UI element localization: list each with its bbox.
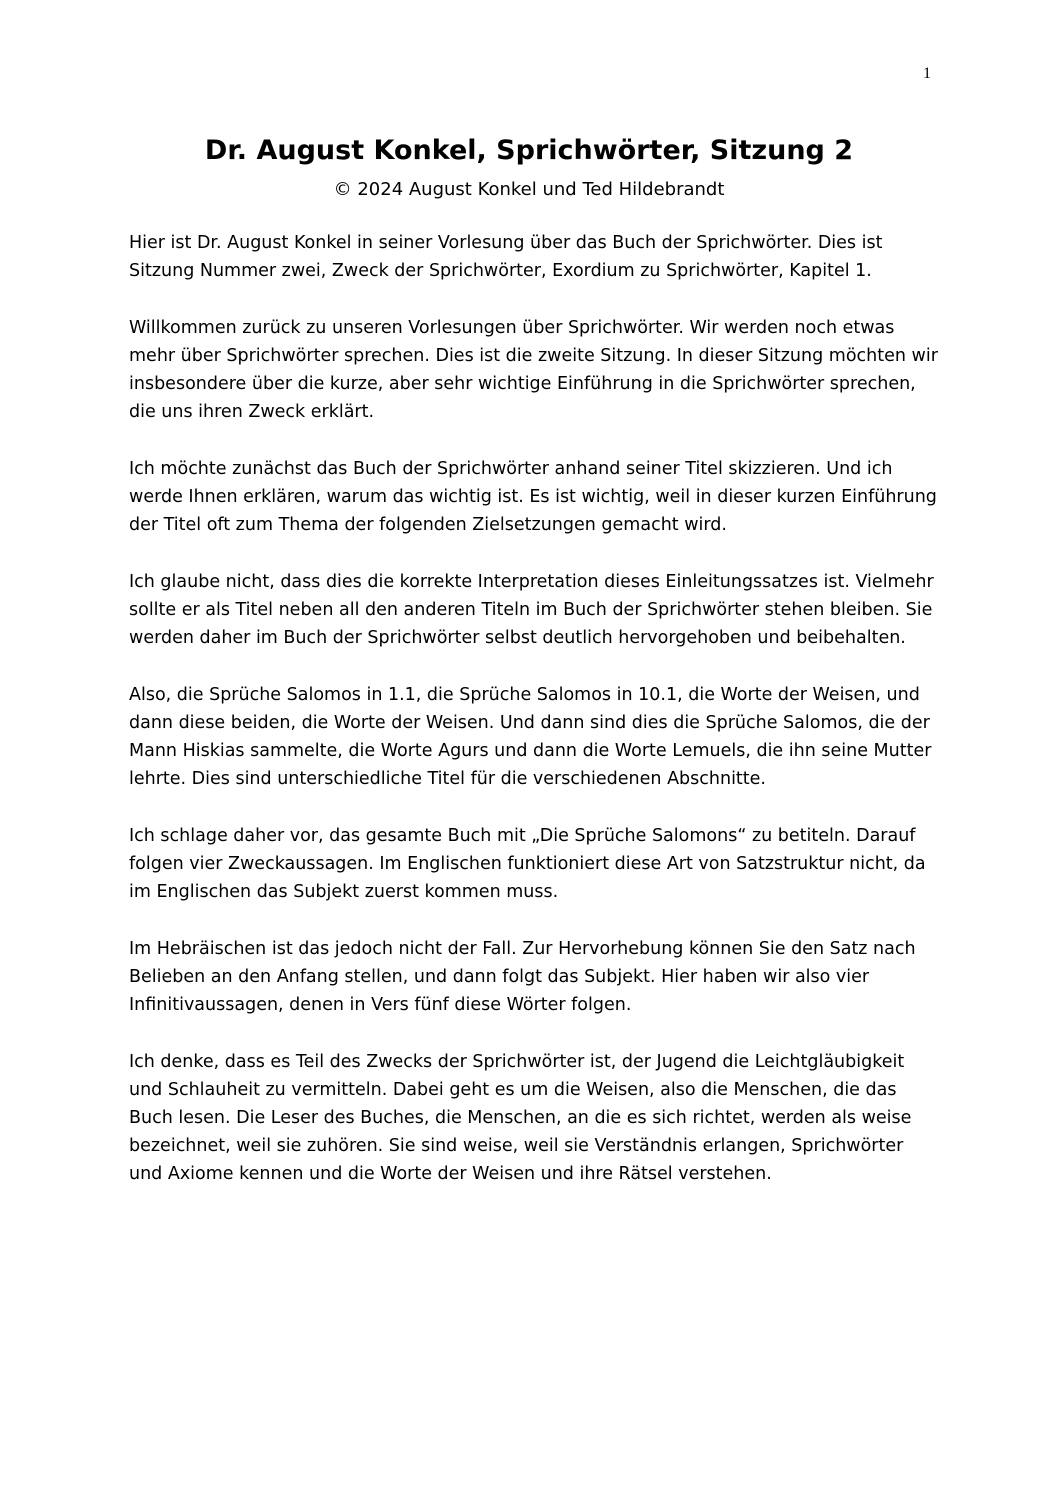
paragraph: Ich möchte zunächst das Buch der Sprichwörter anhand seiner Titel skizzieren. Und ich werde Ihnen erklären, warum das wichtig ist. Es ist wichtig, weil in dieser kurzen Einführung der Titel oft zum Thema der folgenden Zielsetzungen gemacht wird. — [129, 459, 937, 535]
document-body — [129, 229, 939, 1217]
paragraph: Also, die Sprüche Salomos in 1.1, die Sprüche Salomos in 10.1, die Worte der Weisen, und dann diese beiden, die Worte der Weisen. Und dann sind dies die Sprüche Salomos, die der Mann Hiskias sammelte, die Worte Agurs und dann die Worte Lemuels, die ihn seine Mutter lehrte. Dies sind unterschiedliche Titel für die verschiedenen Abschnitte. — [129, 685, 932, 789]
copyright-line: © 2024 August Konkel und Ted Hildebrandt — [333, 179, 725, 200]
paragraph: Hier ist Dr. August Konkel in seiner Vorlesung über das Buch der Sprichwörter. Dies ist Sitzung Nummer zwei, Zweck der Sprichwörter, Exordium zu Sprichwörter, Kapitel 1. — [129, 233, 883, 281]
paragraph: Ich denke, dass es Teil des Zwecks der Sprichwörter ist, der Jugend die Leichtgläubigkeit und Schlauheit zu vermitteln. Dabei geht es um die Weisen, also die Menschen, die das Buch lesen. Die Leser des Buches, die Menschen, an die es sich richtet, werden als weise bezeichnet, weil sie zuhören. Sie sind weise, weil sie Verständnis erlangen, Sprichwörter und Axiome kennen und die Worte der Weisen und ihre Rätsel verstehen. — [129, 1052, 912, 1184]
paragraph: Willkommen zurück zu unseren Vorlesungen über Sprichwörter. Wir werden noch etwas mehr über Sprichwörter sprechen. Dies ist die zweite Sitzung. In dieser Sitzung möchten wir insbesondere über die kurze, aber sehr wichtige Einführung in die Sprichwörter sprechen, die uns ihren Zweck erklärt. — [129, 318, 938, 422]
paragraph: Ich glaube nicht, dass dies die korrekte Interpretation dieses Einleitungssatzes ist. Vielmehr sollte er als Titel neben all den anderen Titeln im Buch der Sprichwörter stehen bleiben. Sie werden daher im Buch der Sprichwörter selbst deutlich hervorgehoben und beibehalten. — [129, 572, 934, 648]
paragraph: Im Hebräischen ist das jedoch nicht der Fall. Zur Hervorhebung können Sie den Satz nach Belieben an den Anfang stellen, und dann folgt das Subjekt. Hier haben wir also vier Infinitivaussagen, denen in Vers fünf diese Wörter folgen. — [129, 939, 916, 1015]
paragraph: Ich schlage daher vor, das gesamte Buch mit „Die Sprüche Salomons“ zu betiteln. Darauf folgen vier Zweckaussagen. Im Englischen funktioniert diese Art von Satzstruktur nicht, da im Englischen das Subjekt zuerst kommen muss. — [129, 826, 926, 902]
document-title: Dr. August Konkel, Sprichwörter, Sitzung 2 — [204, 135, 854, 166]
page-number: 1 — [923, 65, 931, 82]
